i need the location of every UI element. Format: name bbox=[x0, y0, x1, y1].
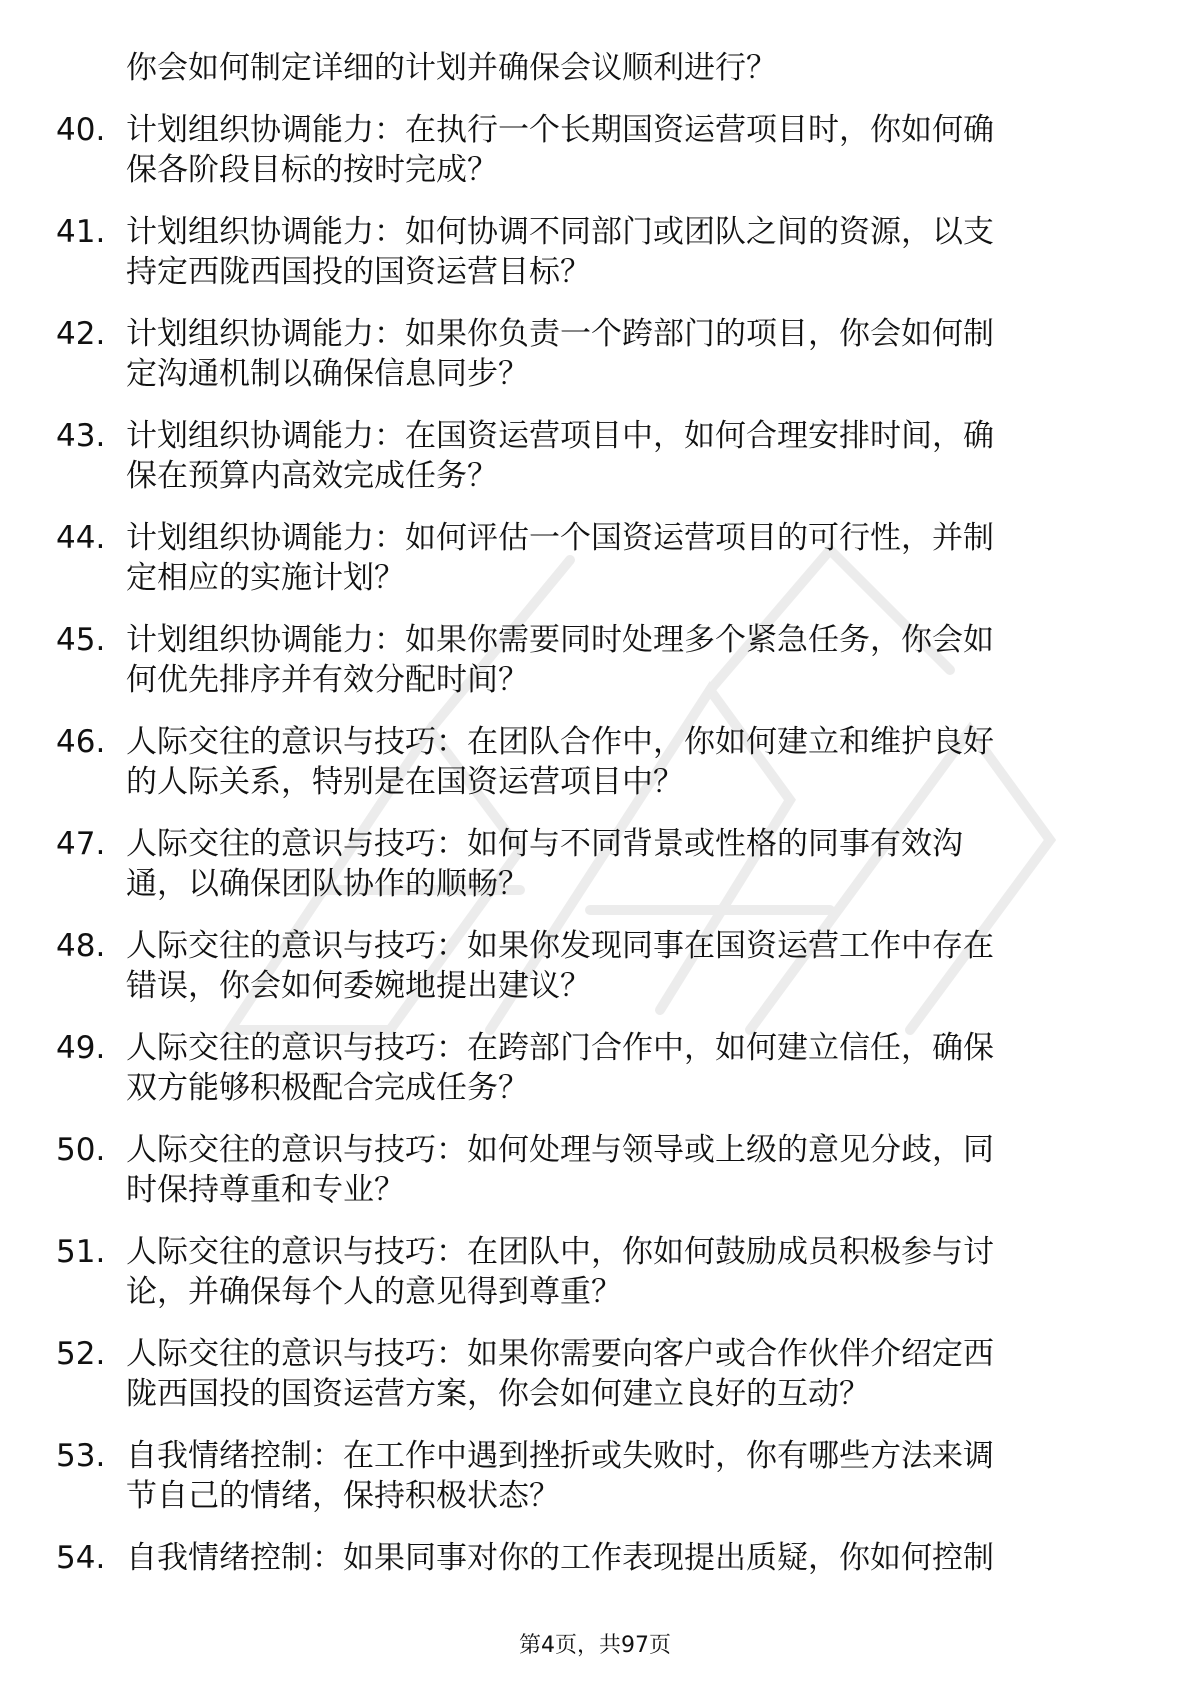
page-footer: 第4页，共97页 bbox=[519, 1633, 671, 1658]
item-text-line: 保在预算内高效完成任务？ bbox=[126, 458, 498, 494]
item-text-line: 时保持尊重和专业？ bbox=[126, 1172, 405, 1208]
item-text-line: 双方能够积极配合完成任务？ bbox=[126, 1070, 529, 1106]
list-item-52 bbox=[0, 1334, 1190, 1414]
item-text-line: 论，并确保每个人的意见得到尊重？ bbox=[126, 1274, 622, 1310]
item-text-line: 节自己的情绪，保持积极状态？ bbox=[126, 1478, 560, 1514]
item-number: 48. bbox=[56, 928, 106, 964]
list-item-46 bbox=[0, 722, 1190, 802]
item-text-line: 定相应的实施计划？ bbox=[126, 560, 405, 596]
item-number: 42. bbox=[56, 316, 106, 352]
item-number: 45. bbox=[56, 622, 106, 658]
item-text-line: 自我情绪控制：如果同事对你的工作表现提出质疑，你如何控制 bbox=[126, 1540, 994, 1576]
item-text-line: 定沟通机制以确保信息同步？ bbox=[126, 356, 529, 392]
item-number: 53. bbox=[56, 1438, 106, 1474]
list-item-53 bbox=[0, 1436, 1190, 1516]
item-text-line: 的人际关系，特别是在国资运营项目中？ bbox=[126, 764, 684, 800]
list-item-45 bbox=[0, 620, 1190, 700]
item-text-line: 人际交往的意识与技巧：如果你发现同事在国资运营工作中存在 bbox=[126, 928, 994, 964]
item-text-line: 计划组织协调能力：如果你需要同时处理多个紧急任务，你会如 bbox=[126, 622, 994, 658]
item-text-line: 人际交往的意识与技巧：在跨部门合作中，如何建立信任，确保 bbox=[126, 1030, 994, 1066]
item-number: 52. bbox=[56, 1336, 106, 1372]
item-number: 47. bbox=[56, 826, 106, 862]
list-item-48 bbox=[0, 926, 1190, 1006]
item-number: 40. bbox=[56, 112, 106, 148]
list-item-50 bbox=[0, 1130, 1190, 1210]
item-text-line: 人际交往的意识与技巧：如何处理与领导或上级的意见分歧，同 bbox=[126, 1132, 994, 1168]
continuation-line: 你会如何制定详细的计划并确保会议顺利进行？ bbox=[126, 50, 777, 86]
item-text-line: 错误，你会如何委婉地提出建议？ bbox=[126, 968, 591, 1004]
item-text-line: 计划组织协调能力：如何协调不同部门或团队之间的资源，以支 bbox=[126, 214, 994, 250]
item-text-line: 人际交往的意识与技巧：在团队合作中，你如何建立和维护良好 bbox=[126, 724, 994, 760]
list-item-43 bbox=[0, 416, 1190, 496]
item-text-line: 持定西陇西国投的国资运营目标？ bbox=[126, 254, 591, 290]
item-text-line: 计划组织协调能力：如果你负责一个跨部门的项目，你会如何制 bbox=[126, 316, 994, 352]
list-item-40 bbox=[0, 110, 1190, 190]
list-item-41 bbox=[0, 212, 1190, 292]
item-number: 54. bbox=[56, 1540, 106, 1576]
item-text-line: 陇西国投的国资运营方案，你会如何建立良好的互动？ bbox=[126, 1376, 870, 1412]
list-item-49 bbox=[0, 1028, 1190, 1108]
item-text-line: 计划组织协调能力：在国资运营项目中，如何合理安排时间，确 bbox=[126, 418, 994, 454]
item-number: 51. bbox=[56, 1234, 106, 1270]
item-text-line: 通，以确保团队协作的顺畅？ bbox=[126, 866, 529, 902]
list-item-44 bbox=[0, 518, 1190, 598]
item-text-line: 何优先排序并有效分配时间？ bbox=[126, 662, 529, 698]
item-text-line: 保各阶段目标的按时完成？ bbox=[126, 152, 498, 188]
item-number: 50. bbox=[56, 1132, 106, 1168]
list-item-54 bbox=[0, 1538, 1190, 1578]
item-text-line: 人际交往的意识与技巧：在团队中，你如何鼓励成员积极参与讨 bbox=[126, 1234, 994, 1270]
item-number: 44. bbox=[56, 520, 106, 556]
item-text-line: 计划组织协调能力：在执行一个长期国资运营项目时，你如何确 bbox=[126, 112, 994, 148]
item-number: 43. bbox=[56, 418, 106, 454]
item-number: 49. bbox=[56, 1030, 106, 1066]
list-item-42 bbox=[0, 314, 1190, 394]
item-number: 46. bbox=[56, 724, 106, 760]
item-text-line: 计划组织协调能力：如何评估一个国资运营项目的可行性，并制 bbox=[126, 520, 994, 556]
list-item-47 bbox=[0, 824, 1190, 904]
list-item-51 bbox=[0, 1232, 1190, 1312]
item-text-line: 人际交往的意识与技巧：如果你需要向客户或合作伙伴介绍定西 bbox=[126, 1336, 994, 1372]
item-text-line: 自我情绪控制：在工作中遇到挫折或失败时，你有哪些方法来调 bbox=[126, 1438, 994, 1474]
question-list bbox=[0, 48, 1190, 1578]
item-number: 41. bbox=[56, 214, 106, 250]
item-text-line: 人际交往的意识与技巧：如何与不同背景或性格的同事有效沟 bbox=[126, 826, 963, 862]
